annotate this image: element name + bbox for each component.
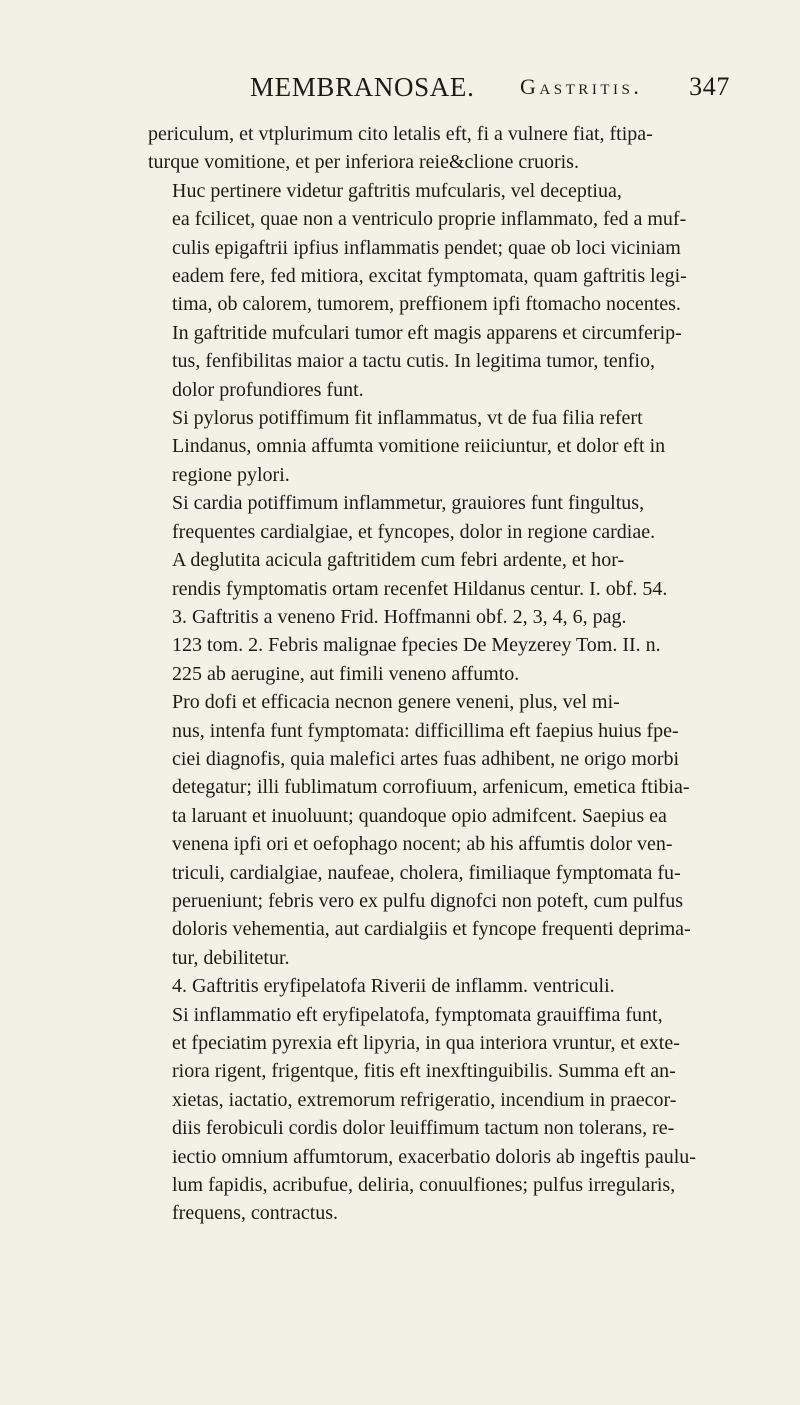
- text-line: culis epigaftrii ipfius inflammatis pendet; quae ob loci viciniam: [172, 236, 681, 259]
- paragraph-9: [148, 1001, 800, 1228]
- text-line: iectio omnium affumtorum, exacerbatio doloris ab ingeftis paulu-: [172, 1145, 696, 1168]
- text-line: 4. Gaftritis eryfipelatofa Riverii de inflamm. ventriculi.: [172, 975, 615, 998]
- text-line: diis ferobiculi cordis dolor leuiffimum tactum non tolerans, re-: [172, 1117, 675, 1140]
- text-line: tima, ob calorem, tumorem, preffionem ipfi ftomacho nocentes.: [172, 293, 681, 316]
- paragraph-4: [148, 489, 800, 546]
- text-line: frequens, contractus.: [172, 1202, 339, 1225]
- page-number: 347: [689, 72, 730, 101]
- text-line: regione pylori.: [172, 463, 290, 486]
- text-line: 3. Gaftritis a veneno Frid. Hoffmanni obf. 2, 3, 4, 6, pag.: [172, 605, 627, 628]
- text-line: et fpeciatim pyrexia eft lipyria, in qua interiora vruntur, et exte-: [172, 1032, 680, 1054]
- text-line: periculum, et vtplurimum cito letalis eft, fi a vulnere fiat, ftipa-: [148, 123, 653, 145]
- text-line: Huc pertinere videtur gaftritis mufcularis, vel deceptiua,: [172, 179, 622, 202]
- text-line: doloris vehementia, aut cardialgiis et fyncope frequenti deprima-: [172, 918, 691, 941]
- text-line: In gaftritide mufculari tumor eft magis apparens et circumferip-: [172, 321, 682, 344]
- body-text: [148, 120, 800, 1228]
- text-line: nus, intenfa funt fymptomata: difficillima eft faepius huius fpe-: [172, 719, 679, 742]
- text-line: xietas, iactatio, extremorum refrigeratio, incendium in praecor-: [172, 1088, 677, 1111]
- text-line: triculi, cardialgiae, naufeae, cholera, fimiliaque fymptomata fu-: [172, 861, 681, 884]
- text-line: rendis fymptomatis ortam recenfet Hildanus centur. I. obf. 54.: [172, 577, 668, 600]
- paragraph-8: [148, 972, 800, 1000]
- text-line: dolor profundiores funt.: [172, 378, 364, 401]
- text-line: ea fcilicet, quae non a ventriculo proprie inflammato, fed a muf-: [172, 208, 687, 231]
- text-line: 225 ab aerugine, aut fimili veneno affumto.: [172, 662, 520, 685]
- text-line: frequentes cardialgiae, et fyncopes, dolor in regione cardiae.: [172, 520, 656, 543]
- running-head-title-center: Gastritis.: [520, 74, 643, 99]
- text-line: turque vomitione, et per inferiora reie&clione cruoris.: [148, 151, 579, 174]
- paragraph-6: [148, 603, 800, 688]
- text-line: Si cardia potiffimum inflammetur, grauiores funt fingultus,: [172, 492, 645, 515]
- text-line: Lindanus, omnia affumta vomitione reiiciuntur, et dolor eft in: [172, 435, 666, 458]
- paragraph-1: [148, 120, 800, 177]
- text-line: 123 tom. 2. Febris malignae fpecies De Meyzerey Tom. II. n.: [172, 634, 661, 657]
- text-line: riora rigent, frigentque, fitis eft inexftinguibilis. Summa eft an-: [172, 1060, 676, 1083]
- text-line: ciei diagnofis, quia malefici artes fuas adhibent, ne origo morbi: [172, 747, 680, 770]
- paragraph-3: [148, 404, 800, 489]
- text-line: A deglutita acicula gaftritidem cum febri ardente, et hor-: [172, 549, 625, 572]
- running-head-title-left: MEMBRANOSAE.: [250, 72, 475, 102]
- text-line: lum fapidis, acribufue, deliria, conuulfiones; pulfus irregularis,: [172, 1174, 676, 1197]
- text-line: ta laruant et inuoluunt; quandoque opio admifcent. Saepius ea: [172, 804, 667, 827]
- text-line: Si pylorus potiffimum fit inflammatus, vt de fua filia refert: [172, 407, 643, 430]
- paragraph-2: [148, 177, 800, 404]
- text-line: Si inflammatio eft eryfipelatofa, fymptomata grauiffima funt,: [172, 1003, 663, 1026]
- paragraph-5: [148, 546, 800, 603]
- text-line: perueniunt; febris vero ex pulfu dignofci non poteft, cum pulfus: [172, 889, 683, 912]
- text-line: Pro dofi et efficacia necnon genere veneni, plus, vel mi-: [172, 691, 620, 714]
- text-line: tus, fenfibilitas maior a tactu cutis. In legitima tumor, tenfio,: [172, 350, 655, 373]
- text-line: eadem fere, fed mitiora, excitat fymptomata, quam gaftritis legi-: [172, 265, 687, 288]
- text-line: tur, debilitetur.: [172, 946, 290, 969]
- paragraph-7: [148, 688, 800, 972]
- text-line: detegatur; illi fublimatum corrofiuum, arfenicum, emetica ftibia-: [172, 776, 690, 799]
- running-head: [148, 64, 730, 106]
- text-line: venena ipfi ori et oefophago nocent; ab his affumtis dolor ven-: [172, 833, 673, 856]
